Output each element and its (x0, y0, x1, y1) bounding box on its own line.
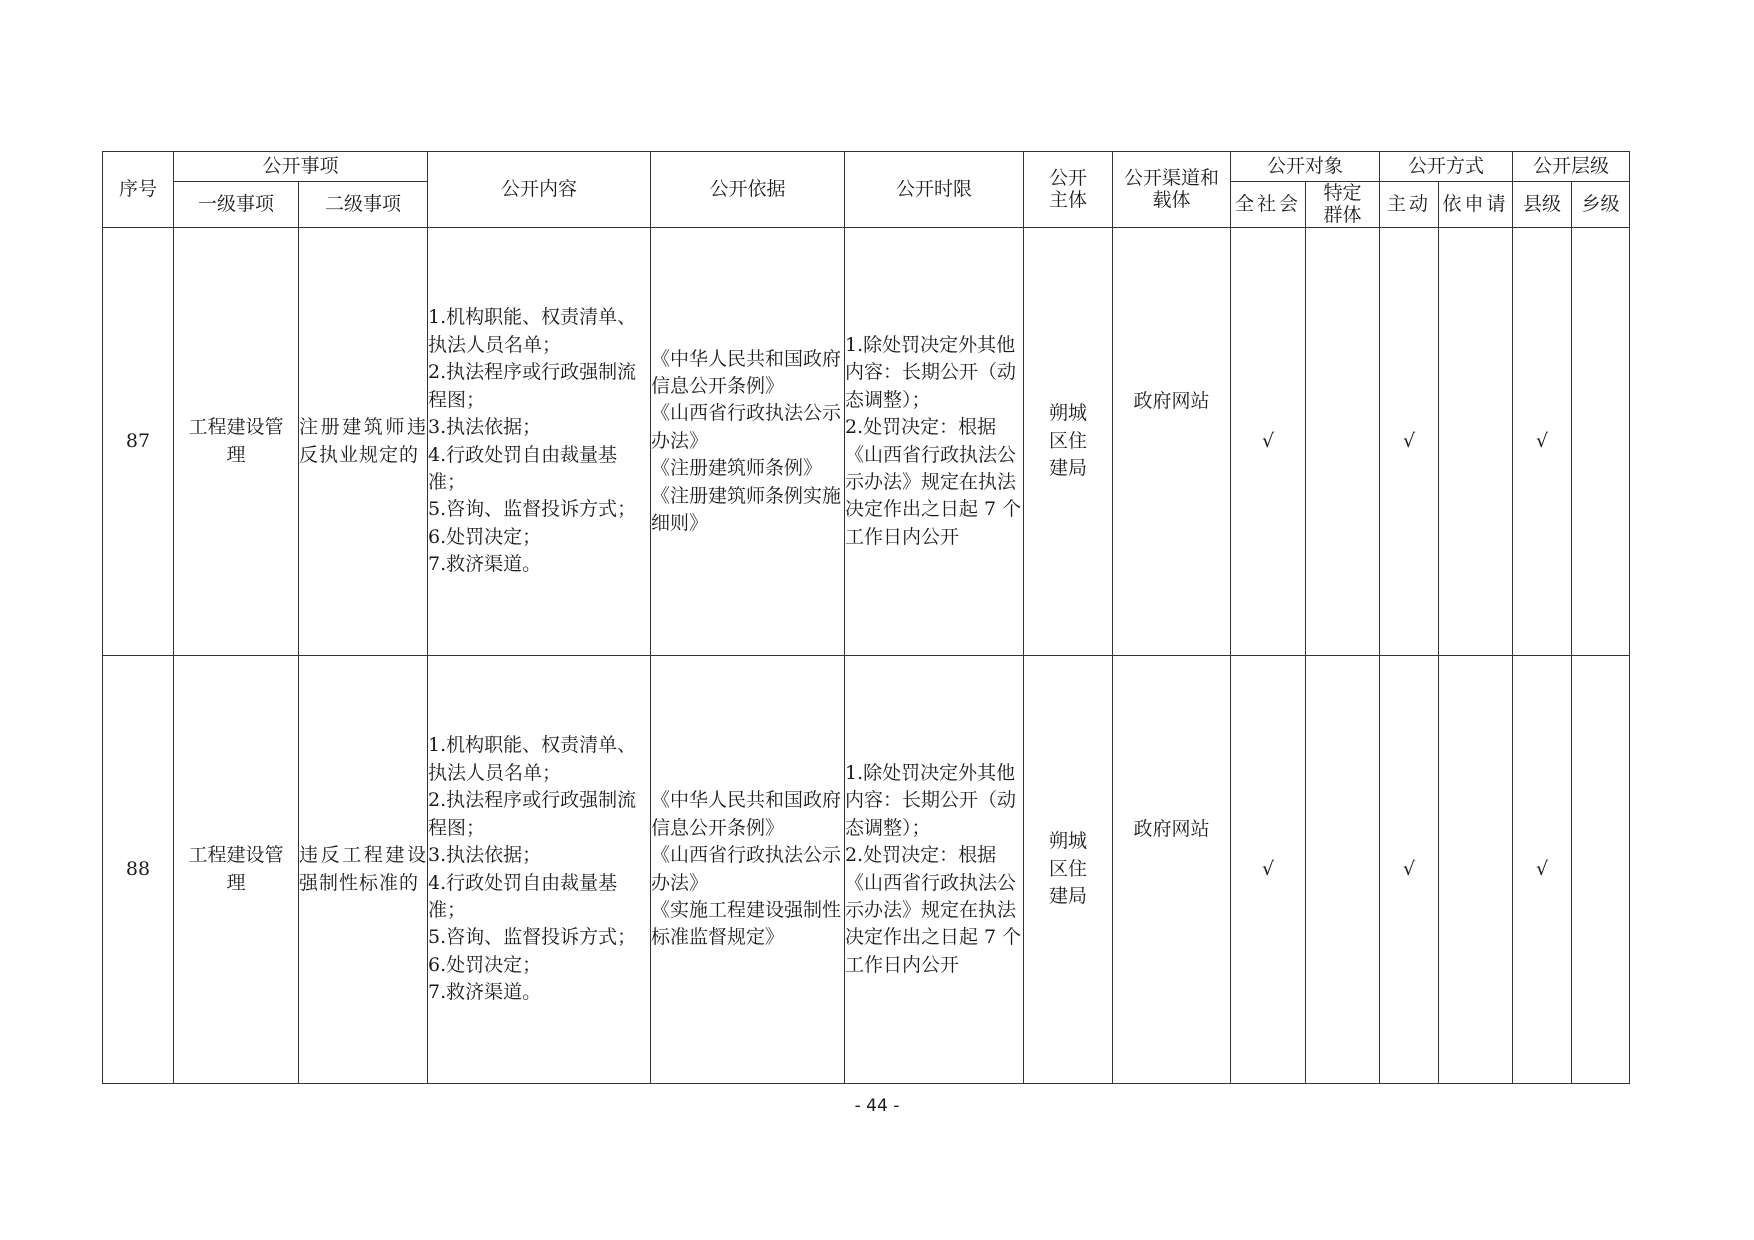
header-channel-text: 公开渠道和载体 (1124, 167, 1220, 211)
cell-time-text: 1.除处罚决定外其他内容：长期公开（动态调整）； 2.处罚决定：根据《山西省行政执法公示办法》规定在执法决定作出之日起 7 个工作日内公开 (845, 761, 1022, 976)
cell-content (428, 228, 651, 656)
cell-specific-group (1306, 656, 1380, 1084)
header-subject-text: 公开主体 (1049, 167, 1088, 211)
cell-content (428, 656, 651, 1084)
cell-all-society: √ (1231, 228, 1306, 656)
table-row (103, 656, 1630, 1084)
cell-subject-text: 朔城区住建局 (1049, 402, 1088, 480)
cell-level1 (174, 228, 299, 656)
cell-level2 (299, 656, 428, 1084)
header-county: 县级 (1513, 182, 1572, 228)
header-basis: 公开依据 (651, 152, 845, 228)
cell-township (1572, 228, 1630, 656)
header-time: 公开时限 (845, 152, 1024, 228)
header-group-items: 公开事项 (174, 152, 428, 182)
header-level2: 二级事项 (299, 182, 428, 228)
cell-county: √ (1513, 228, 1572, 656)
cell-on-request (1439, 656, 1513, 1084)
header-specific-group-text: 特定群体 (1323, 182, 1362, 226)
cell-content-text: 1.机构职能、权责清单、执法人员名单； 2.执法程序或行政强制流程图； 3.执法依据； 4.行政处罚自由裁量基准； 5.咨询、监督投诉方式； 6.处罚决定； 7.救济渠道。 (428, 306, 637, 576)
cell-time (845, 228, 1024, 656)
header-on-request: 依申请 (1439, 182, 1513, 228)
cell-channel: 政府网站 (1113, 228, 1231, 656)
cell-time (845, 656, 1024, 1084)
table-row (103, 228, 1630, 656)
cell-active: √ (1380, 656, 1439, 1084)
cell-level2 (299, 228, 428, 656)
cell-time-text: 1.除处罚决定外其他内容：长期公开（动态调整）； 2.处罚决定：根据《山西省行政执法公示办法》规定在执法决定作出之日起 7 个工作日内公开 (845, 333, 1022, 548)
cell-seq: 87 (103, 228, 174, 656)
cell-basis-text: 《中华人民共和国政府信息公开条例》 《山西省行政执法公示办法》 《实施工程建设强制性标准监督规定》 (651, 789, 842, 949)
cell-channel: 政府网站 (1113, 656, 1231, 1084)
header-all-society: 全社会 (1231, 182, 1306, 228)
header-channel (1113, 152, 1231, 228)
page-number: - 44 - (854, 1096, 900, 1116)
cell-seq: 88 (103, 656, 174, 1084)
table-body (103, 228, 1630, 1084)
table-header (103, 152, 1630, 228)
header-group-method: 公开方式 (1380, 152, 1513, 182)
cell-level2-text: 注册建筑师违反执业规定的 (299, 416, 428, 466)
header-level1: 一级事项 (174, 182, 299, 228)
header-township: 乡级 (1572, 182, 1630, 228)
header-active: 主动 (1380, 182, 1439, 228)
cell-township (1572, 656, 1630, 1084)
cell-level2-text: 违反工程建设强制性标准的 (299, 844, 428, 894)
cell-basis-text: 《中华人民共和国政府信息公开条例》 《山西省行政执法公示办法》 《注册建筑师条例》 《注册建筑师条例实施细则》 (651, 347, 842, 535)
cell-basis (651, 656, 845, 1084)
header-group-target: 公开对象 (1231, 152, 1380, 182)
cell-content-text: 1.机构职能、权责清单、执法人员名单； 2.执法程序或行政强制流程图； 3.执法依据； 4.行政处罚自由裁量基准； 5.咨询、监督投诉方式； 6.处罚决定； 7.救济渠道。 (428, 734, 637, 1004)
disclosure-table (102, 151, 1630, 1084)
header-group-level: 公开层级 (1513, 152, 1630, 182)
cell-level1-text: 工程建设管理 (188, 416, 284, 466)
cell-subject (1024, 228, 1113, 656)
cell-level1-text: 工程建设管理 (188, 844, 284, 894)
cell-active: √ (1380, 228, 1439, 656)
cell-basis (651, 228, 845, 656)
cell-level1 (174, 656, 299, 1084)
header-specific-group (1306, 182, 1380, 228)
cell-all-society: √ (1231, 656, 1306, 1084)
header-content: 公开内容 (428, 152, 651, 228)
cell-subject-text: 朔城区住建局 (1049, 830, 1088, 908)
cell-subject (1024, 656, 1113, 1084)
header-subject (1024, 152, 1113, 228)
header-seq: 序号 (103, 152, 174, 228)
cell-specific-group (1306, 228, 1380, 656)
cell-on-request (1439, 228, 1513, 656)
cell-county: √ (1513, 656, 1572, 1084)
